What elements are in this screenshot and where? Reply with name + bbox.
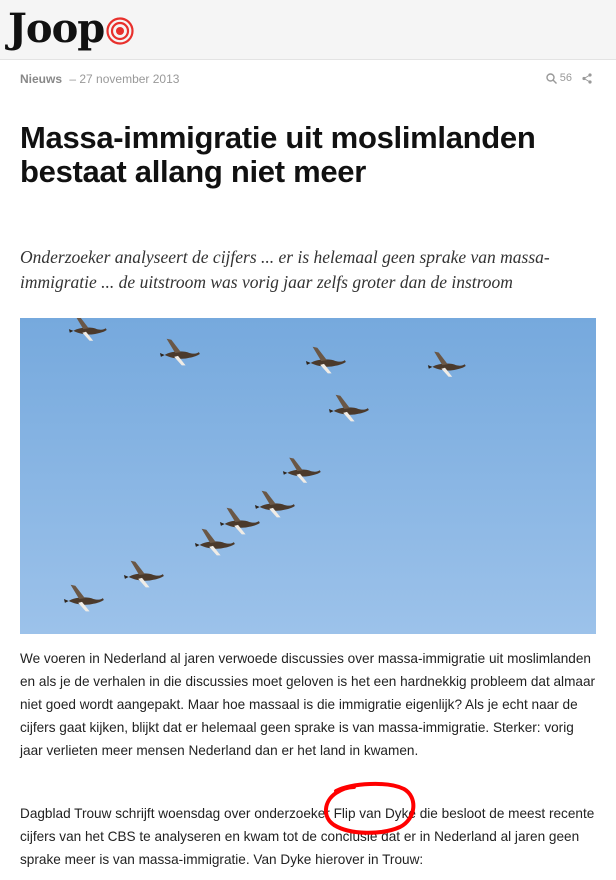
publish-date: – 27 november 2013: [69, 72, 180, 86]
paragraph-text: Dagblad Trouw schrijft woensdag over onderzoeker: [20, 806, 334, 821]
category-link[interactable]: Nieuws: [20, 72, 63, 86]
paragraph-text: die besloot de meest recente cijfers van het CBS te analyseren en kwam tot de conclusie dat er in Nederland al jaren geen sprake meer is van massa-immigratie. Van Dyke hierover in Trouw:: [20, 806, 595, 867]
site-header: [0, 0, 616, 60]
logo-text: Joop: [8, 5, 105, 52]
article-meta: [20, 72, 596, 90]
article-paragraph: We voeren in Nederland al jaren verwoede discussies over massa-immigratie uit moslimlanden en als je de verhalen in die discussies moet geloven is het een hardnekkig probleem dat almaar niet goed wordt aangepakt. Maar hoe massaal is die immigratie eigenlijk? Als je echt naar de cijfers gaat kijken, blijkt dat er helemaal geen sprake is van massa-immigratie. Sterker: vorig jaar verlieten meer mensen Nederland dan er het land in kwamen.: [20, 651, 596, 758]
article-photo: [20, 318, 596, 634]
article-lead: Onderzoeker analyseert de cijfers ... er is helemaal geen sprake van massa-immigratie ... de uitstroom was vorig jaar zelfs groter dan de instroom: [20, 247, 550, 292]
article-paragraph: [20, 802, 596, 871]
researcher-name: Flip van Dyke: [333, 806, 416, 821]
comment-count[interactable]: 56: [559, 72, 572, 84]
search-icon[interactable]: [546, 73, 557, 84]
logo-target-icon: [106, 17, 134, 45]
share-icon[interactable]: [582, 73, 592, 84]
site-logo[interactable]: [8, 4, 134, 54]
article-actions: [546, 72, 592, 84]
article-title: Massa-immigratie uit moslimlanden bestaat allang niet meer: [20, 120, 536, 189]
